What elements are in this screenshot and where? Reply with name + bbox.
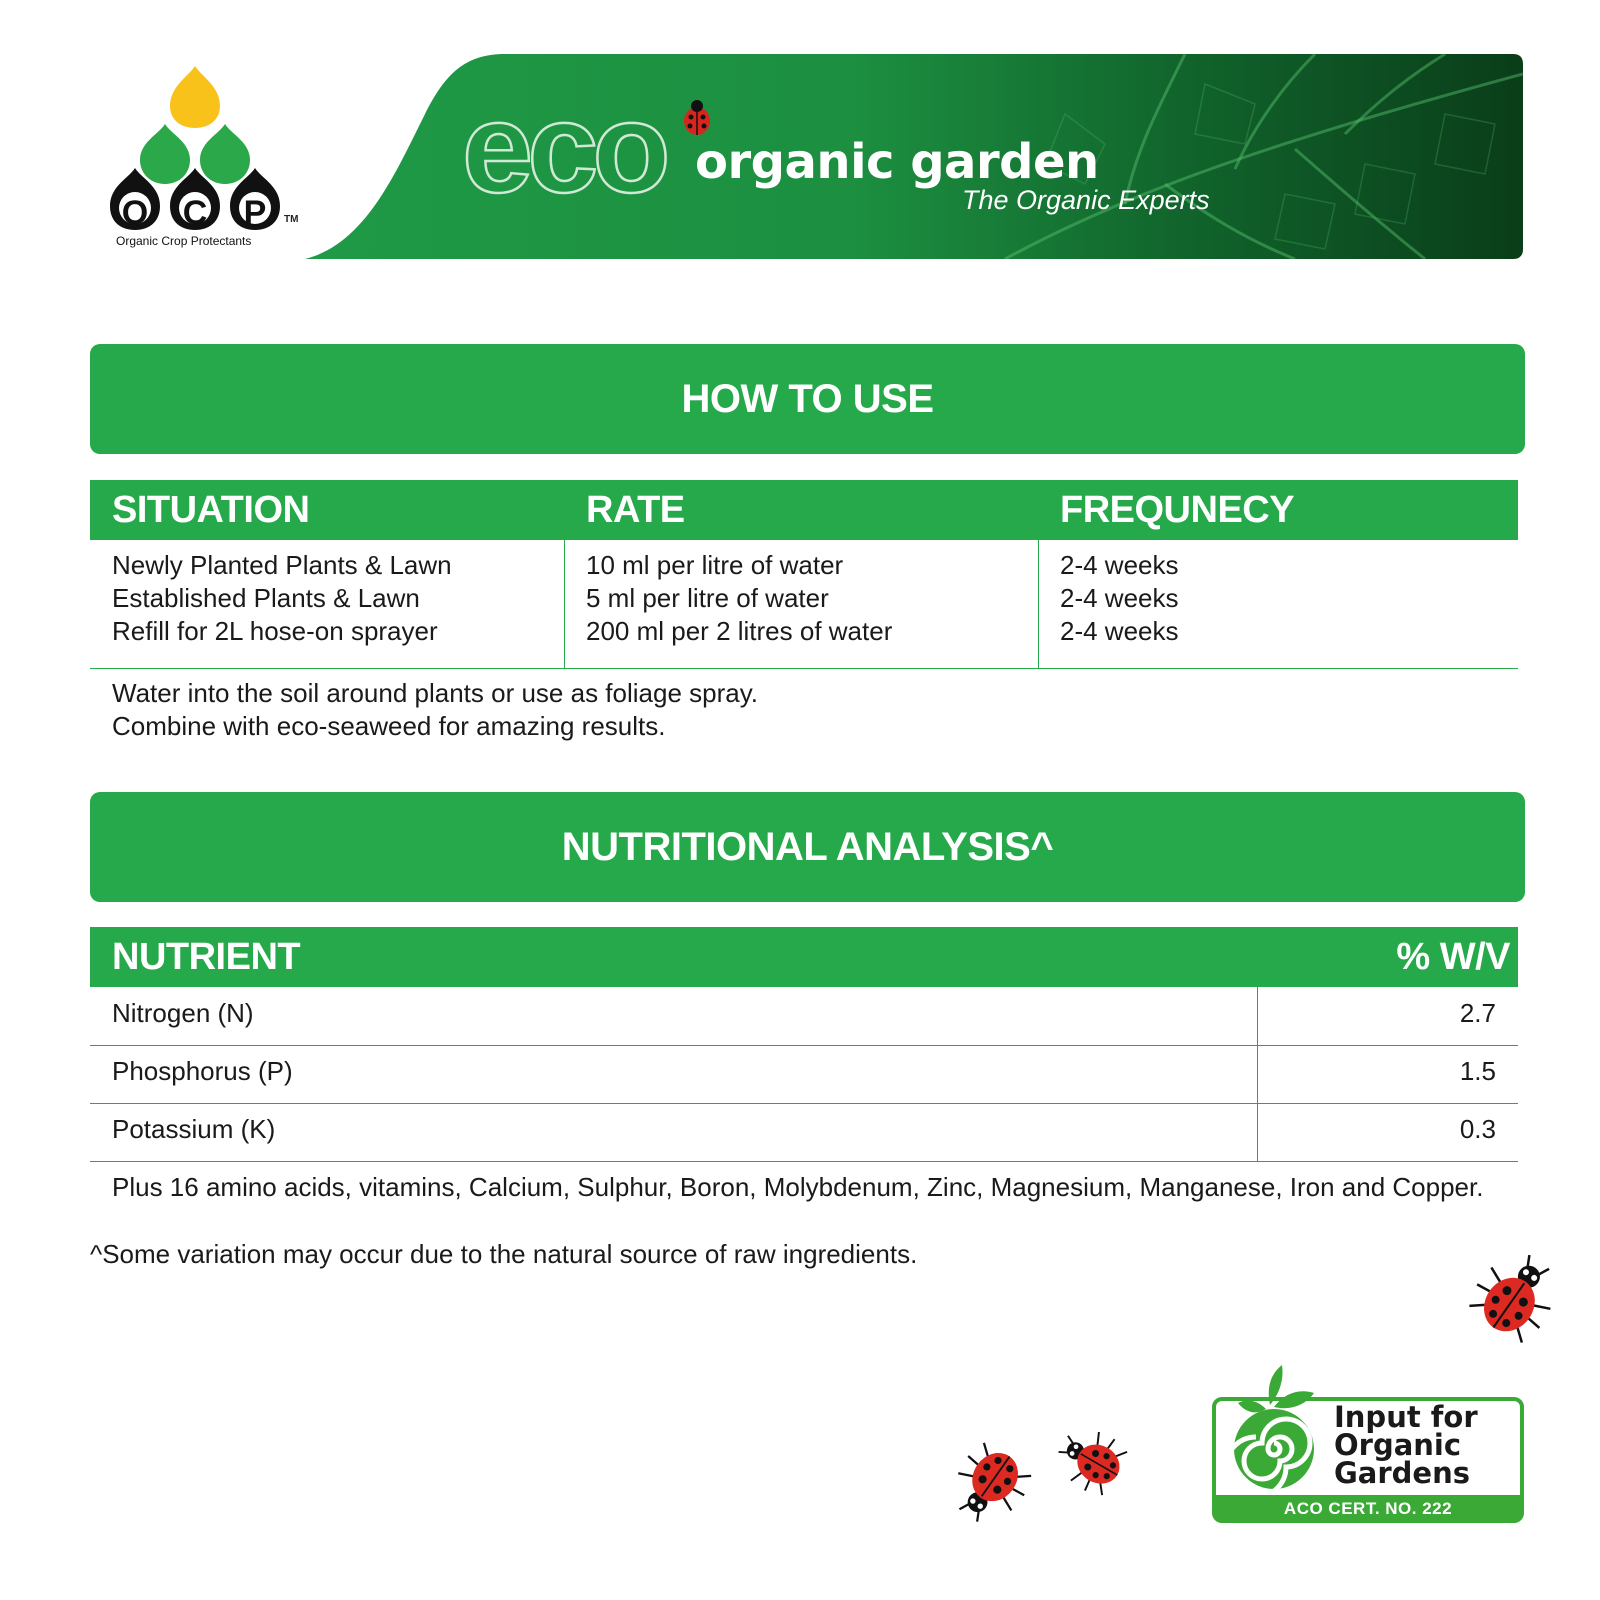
table-cell: 200 ml per 2 litres of water [586, 616, 893, 646]
badge-text-line: Input for [1334, 1400, 1478, 1434]
column-situation: SITUATION [112, 489, 310, 531]
row-divider [90, 668, 1518, 669]
column-percent-wv: % W/V [1396, 936, 1510, 978]
usage-note: Water into the soil around plants or use as foliage spray. [112, 678, 759, 708]
column-divider [1038, 540, 1039, 668]
trademark-mark: TM [284, 214, 299, 225]
footnote: ^Some variation may occur due to the natural source of raw ingredients. [90, 1239, 918, 1269]
ladybug-icon [946, 1438, 1036, 1528]
ladybug-icon [677, 98, 717, 138]
logo-subtitle: Organic Crop Protectants [116, 234, 252, 248]
nutritional-analysis-title: NUTRITIONAL ANALYSIS^ [561, 824, 1054, 869]
brand-banner [305, 54, 1523, 259]
row-divider [90, 1103, 1518, 1104]
logo-letter-c: C [182, 194, 208, 232]
how-to-use-title: HOW TO USE [681, 376, 934, 421]
nutritional-analysis-header [90, 792, 1525, 902]
nutrient-value: 2.7 [1459, 998, 1496, 1028]
aco-certification-badge [1212, 1365, 1524, 1523]
table-cell: Established Plants & Lawn [112, 583, 420, 613]
table-cell: Newly Planted Plants & Lawn [112, 550, 452, 580]
nutrient-value: 0.3 [1459, 1114, 1496, 1144]
nutrient-name: Nitrogen (N) [112, 998, 254, 1028]
ladybug-icon [1464, 1248, 1564, 1348]
badge-cert-number: ACO CERT. NO. 222 [1212, 1495, 1524, 1523]
ladybug-icon [1054, 1422, 1132, 1500]
logo-letter-o: O [121, 194, 149, 232]
brand-tagline: The Organic Experts [962, 185, 1210, 215]
table-cell: 2-4 weeks [1060, 583, 1179, 613]
table-cell: 10 ml per litre of water [586, 550, 844, 580]
nutrient-note: Plus 16 amino acids, vitamins, Calcium, Sulphur, Boron, Molybdenum, Zinc, Magnesium, Manganese, Iron and Copper. [112, 1172, 1484, 1202]
logo-letter-p: P [243, 194, 267, 232]
column-divider [1257, 987, 1258, 1161]
badge-text-line: Gardens [1334, 1456, 1471, 1490]
nutrient-name: Potassium (K) [112, 1114, 276, 1144]
table-cell: Refill for 2L hose-on sprayer [112, 616, 438, 646]
table-cell: 2-4 weeks [1060, 616, 1179, 646]
badge-text-line: Organic [1334, 1428, 1462, 1462]
column-divider [564, 540, 565, 668]
column-rate: RATE [586, 489, 685, 531]
how-to-use-header [90, 344, 1525, 454]
row-divider [90, 1045, 1518, 1046]
sprout-spiral-icon [1226, 1365, 1326, 1495]
usage-note: Combine with eco-seaweed for amazing results. [112, 711, 666, 741]
table-cell: 2-4 weeks [1060, 550, 1179, 580]
table-cell: 5 ml per litre of water [586, 583, 829, 613]
row-divider [90, 1161, 1518, 1162]
column-nutrient: NUTRIENT [112, 936, 301, 978]
nutrient-name: Phosphorus (P) [112, 1056, 293, 1086]
brand-name: organic garden [695, 134, 1099, 190]
eco-wordmark: eco [462, 77, 665, 220]
nutrient-value: 1.5 [1459, 1056, 1496, 1086]
nutrient-table-header [90, 927, 1518, 987]
column-frequency: FREQUNECY [1060, 489, 1295, 531]
ocp-logo [108, 62, 308, 252]
how-to-use-table-header [90, 480, 1518, 540]
